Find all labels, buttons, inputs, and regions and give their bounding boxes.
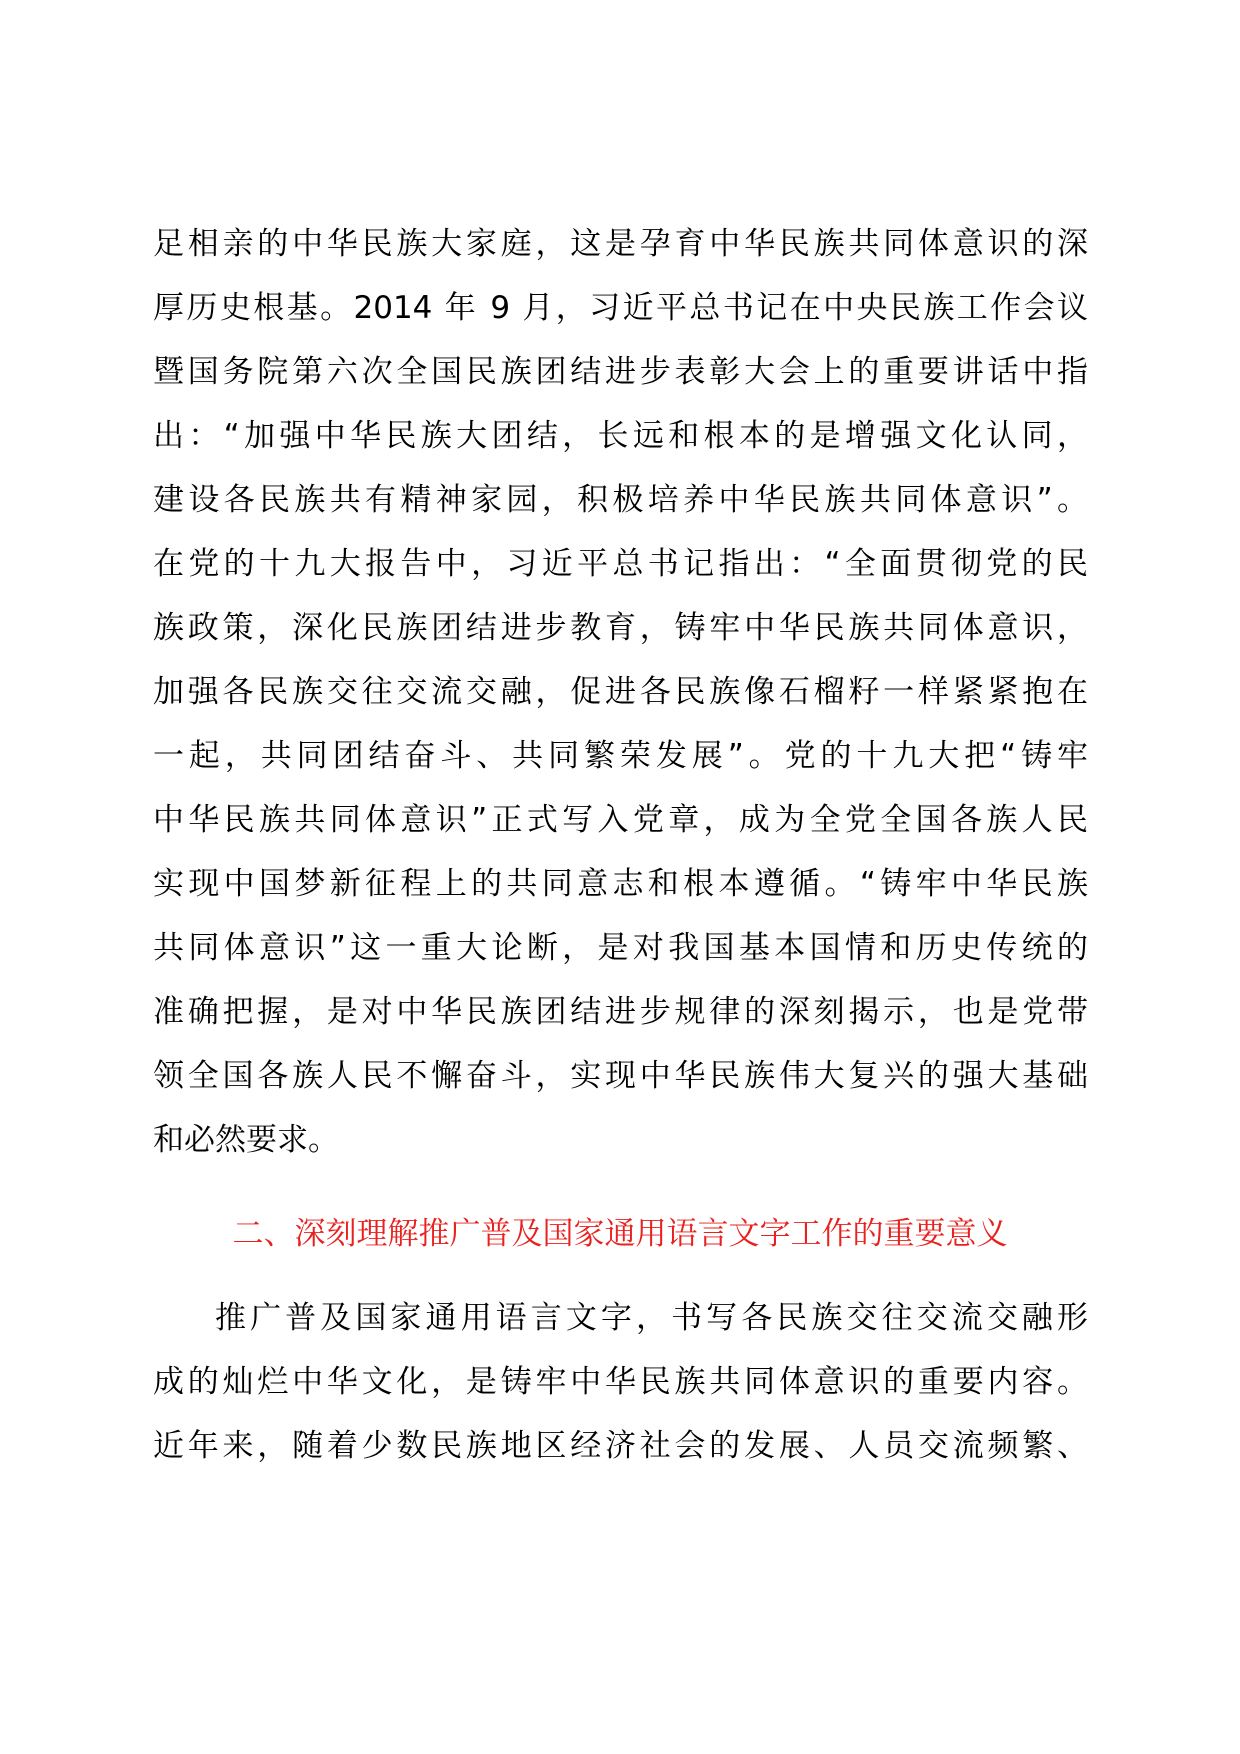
paragraph-line: 推广普及国家通用语言文字，书写各民族交往交流交融形	[215, 1300, 1088, 1336]
section-heading: 二、深刻理解推广普及国家通用语言文字工作的重要意义	[232, 1216, 1008, 1252]
paragraph-line: 中华民族共同体意识”正式写入党章，成为全党全国各族人民	[153, 802, 1088, 838]
paragraph-line: 族政策，深化民族团结进步教育，铸牢中华民族共同体意识，	[153, 610, 1088, 646]
paragraph-line: 领全国各族人民不懈奋斗，实现中华民族伟大复兴的强大基础	[153, 1058, 1088, 1094]
paragraph-line: 和必然要求。	[153, 1122, 339, 1158]
paragraph-line: 准确把握，是对中华民族团结进步规律的深刻揭示，也是党带	[153, 994, 1088, 1030]
paragraph-line: 厚历史根基。2014 年 9 月，习近平总书记在中央民族工作会议	[153, 290, 1088, 326]
paragraph-line: 暨国务院第六次全国民族团结进步表彰大会上的重要讲话中指	[153, 354, 1088, 390]
paragraph-line: 成的灿烂中华文化，是铸牢中华民族共同体意识的重要内容。	[153, 1364, 1088, 1400]
paragraph-line: 共同体意识”这一重大论断，是对我国基本国情和历史传统的	[153, 930, 1088, 966]
paragraph-line: 在党的十九大报告中，习近平总书记指出：“全面贯彻党的民	[153, 546, 1088, 582]
paragraph-line: 建设各民族共有精神家园，积极培养中华民族共同体意识”。	[153, 482, 1088, 518]
paragraph-line: 实现中国梦新征程上的共同意志和根本遵循。“铸牢中华民族	[153, 866, 1088, 902]
paragraph-line: 加强各民族交往交流交融，促进各民族像石榴籽一样紧紧抱在	[153, 674, 1088, 710]
paragraph-line: 一起，共同团结奋斗、共同繁荣发展”。党的十九大把“铸牢	[153, 738, 1088, 774]
paragraph-line: 近年来，随着少数民族地区经济社会的发展、人员交流频繁、	[153, 1428, 1088, 1464]
paragraph-line: 足相亲的中华民族大家庭，这是孕育中华民族共同体意识的深	[153, 226, 1088, 262]
paragraph-line: 出：“加强中华民族大团结，长远和根本的是增强文化认同，	[153, 418, 1088, 454]
